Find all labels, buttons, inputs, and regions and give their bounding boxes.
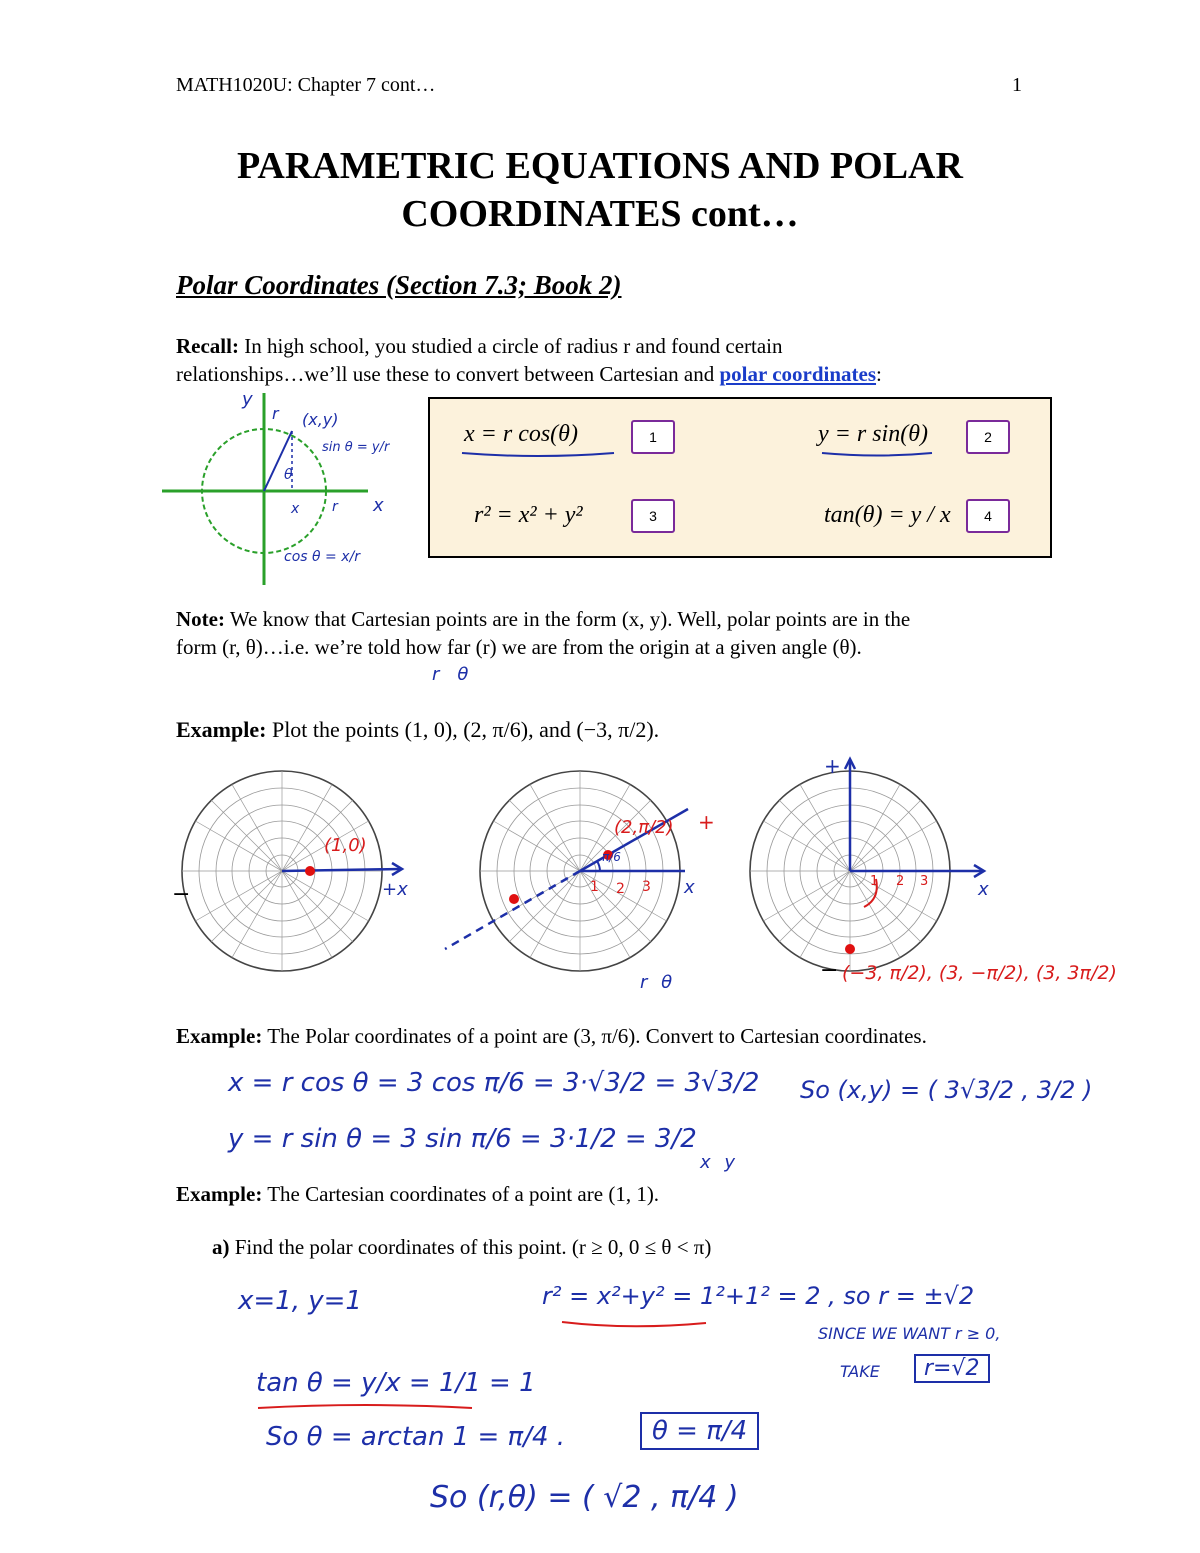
part-a-label: a)	[212, 1235, 230, 1259]
sketch-r-label: r	[272, 404, 279, 423]
sketch-xy-label: (x,y)	[302, 410, 339, 429]
work-final: So (r,θ) = ( √2 , π/4 )	[430, 1480, 739, 1515]
plot3-answer: (−3, π/2), (3, −π/2), (3, 3π/2)	[842, 962, 1117, 984]
equation-3-number: 3	[631, 499, 675, 533]
plot2-tick-3: 3	[642, 879, 651, 895]
recall-label: Recall:	[176, 334, 239, 358]
example2-work-line1: x = r cos θ = 3 cos π/6 = 3·√3/2 = 3√3/2	[228, 1068, 760, 1098]
page-title-line2: COORDINATES cont…	[401, 193, 799, 235]
plot1-minus-label: −	[172, 882, 191, 907]
plot3-tick-1: 1	[870, 874, 879, 889]
recall-text-1: In high school, you studied a circle of radius r and found certain	[244, 334, 783, 358]
equation-3: r² = x² + y²	[474, 502, 583, 528]
sketch-r2-label: r	[332, 499, 338, 515]
example1-text: Plot the points (1, 0), (2, π/6), and (−3, π/2).	[271, 717, 660, 742]
plot3-tick-3: 3	[920, 874, 929, 889]
example3-paragraph	[176, 1180, 1076, 1208]
work-since: SINCE WE WANT r ≥ 0,	[818, 1324, 1001, 1343]
plot3-minus-label: −	[820, 958, 839, 983]
polar-plot-2	[445, 771, 715, 971]
example3-text: The Cartesian coordinates of a point are (1, 1).	[267, 1182, 660, 1206]
example2-paragraph	[176, 1022, 1076, 1050]
sketch-y-label: y	[242, 389, 253, 410]
example1-paragraph	[176, 716, 1076, 744]
note-label: Note:	[176, 607, 225, 631]
example2-text: The Polar coordinates of a point are (3, π/6). Convert to Cartesian coordinates.	[267, 1024, 927, 1048]
sketch-cos-label: cos θ = x/r	[284, 549, 360, 565]
work-r-squared: r² = x²+y² = 1²+1² = 2 , so r = ±√2	[542, 1282, 975, 1310]
work-r-boxed: r=√2	[914, 1354, 990, 1383]
example2-work-line2: y = r sin θ = 3 sin π/6 = 3·1/2 = 3/2	[228, 1124, 697, 1154]
plot1-axis-label: +x	[382, 879, 408, 900]
recall-paragraph: Recall: In high school, you studied a circle of radius r and found certain relationships…we’ll use these to convert between Cartesian and polar coordinates:	[176, 334, 882, 386]
equation-1: x = r cos(θ)	[464, 421, 578, 447]
polar-plot-1	[172, 771, 408, 971]
example2-annotation: r θ	[640, 972, 677, 993]
plot3-axis-label: x	[978, 879, 989, 900]
sketch-sin-label: sin θ = y/r	[322, 440, 390, 455]
plot2-tick-1: 1	[590, 879, 599, 895]
plot2-point-label: (2,π/2)	[614, 817, 674, 838]
example2-result: So (x,y) = ( 3√3/2 , 3/2 )	[800, 1076, 1093, 1104]
polar-plot-3	[750, 755, 1117, 984]
polar-plots	[170, 755, 1170, 1005]
page-number: 1	[1012, 74, 1022, 96]
recall-text-2: relationships…we’ll use these to convert between Cartesian and	[176, 362, 720, 386]
point-reflected	[509, 894, 519, 904]
example3-annotation: x y	[700, 1152, 740, 1173]
polar-coordinates-link[interactable]: polar coordinates	[719, 362, 877, 386]
example1-label: Example:	[176, 717, 267, 742]
sketch-x-label: x	[291, 501, 300, 517]
work-tan: tan θ = y/x = 1/1 = 1	[256, 1368, 536, 1398]
work-theta-boxed: θ = π/4	[640, 1412, 759, 1450]
plot1-point-label: (1,0)	[324, 835, 367, 856]
plot2-tick-2: 2	[616, 881, 625, 897]
plot2-axis-label: x	[684, 877, 695, 898]
work-take: TAKE	[840, 1362, 880, 1381]
sketch-xaxis-label: x	[373, 495, 384, 516]
plot3-plus-label: +	[824, 755, 841, 778]
part-a	[212, 1233, 1112, 1261]
example2-label: Example:	[176, 1024, 263, 1048]
equation-2: y = r sin(θ)	[818, 421, 928, 447]
work-arctan: So θ = arctan 1 = π/4 .	[266, 1422, 566, 1452]
unit-circle-sketch	[160, 385, 420, 590]
example3-label: Example:	[176, 1182, 263, 1206]
plot2-angle-label: π/6	[602, 850, 621, 864]
equation-2-number: 2	[966, 420, 1010, 454]
note-text-1: We know that Cartesian points are in the form (x, y). Well, polar points are in the	[229, 607, 911, 631]
page-title: PARAMETRIC EQUATIONS AND POLAR	[237, 145, 963, 187]
formula-box	[428, 397, 1052, 558]
note-paragraph	[176, 605, 1056, 661]
sketch-theta-label: θ	[284, 467, 293, 483]
plot2-plus-label: +	[698, 810, 715, 834]
part-a-text: Find the polar coordinates of this point. (r ≥ 0, 0 ≤ θ < π)	[234, 1235, 712, 1259]
point-neg3-pi2	[845, 944, 855, 954]
plot3-tick-2: 2	[896, 874, 905, 889]
note-text-2: form (r, θ)…i.e. we’re told how far (r) we are from the origin at a given angle (θ).	[176, 635, 862, 659]
section-heading: Polar Coordinates (Section 7.3; Book 2)	[176, 270, 622, 300]
work-xy: x=1, y=1	[238, 1286, 362, 1316]
running-header: MATH1020U: Chapter 7 cont…	[176, 74, 436, 96]
point-1-0	[305, 866, 315, 876]
equation-4: tan(θ) = y / x	[824, 502, 951, 528]
equation-1-number: 1	[631, 420, 675, 454]
equation-4-number: 4	[966, 499, 1010, 533]
example1-annotation: rθ	[432, 664, 487, 685]
